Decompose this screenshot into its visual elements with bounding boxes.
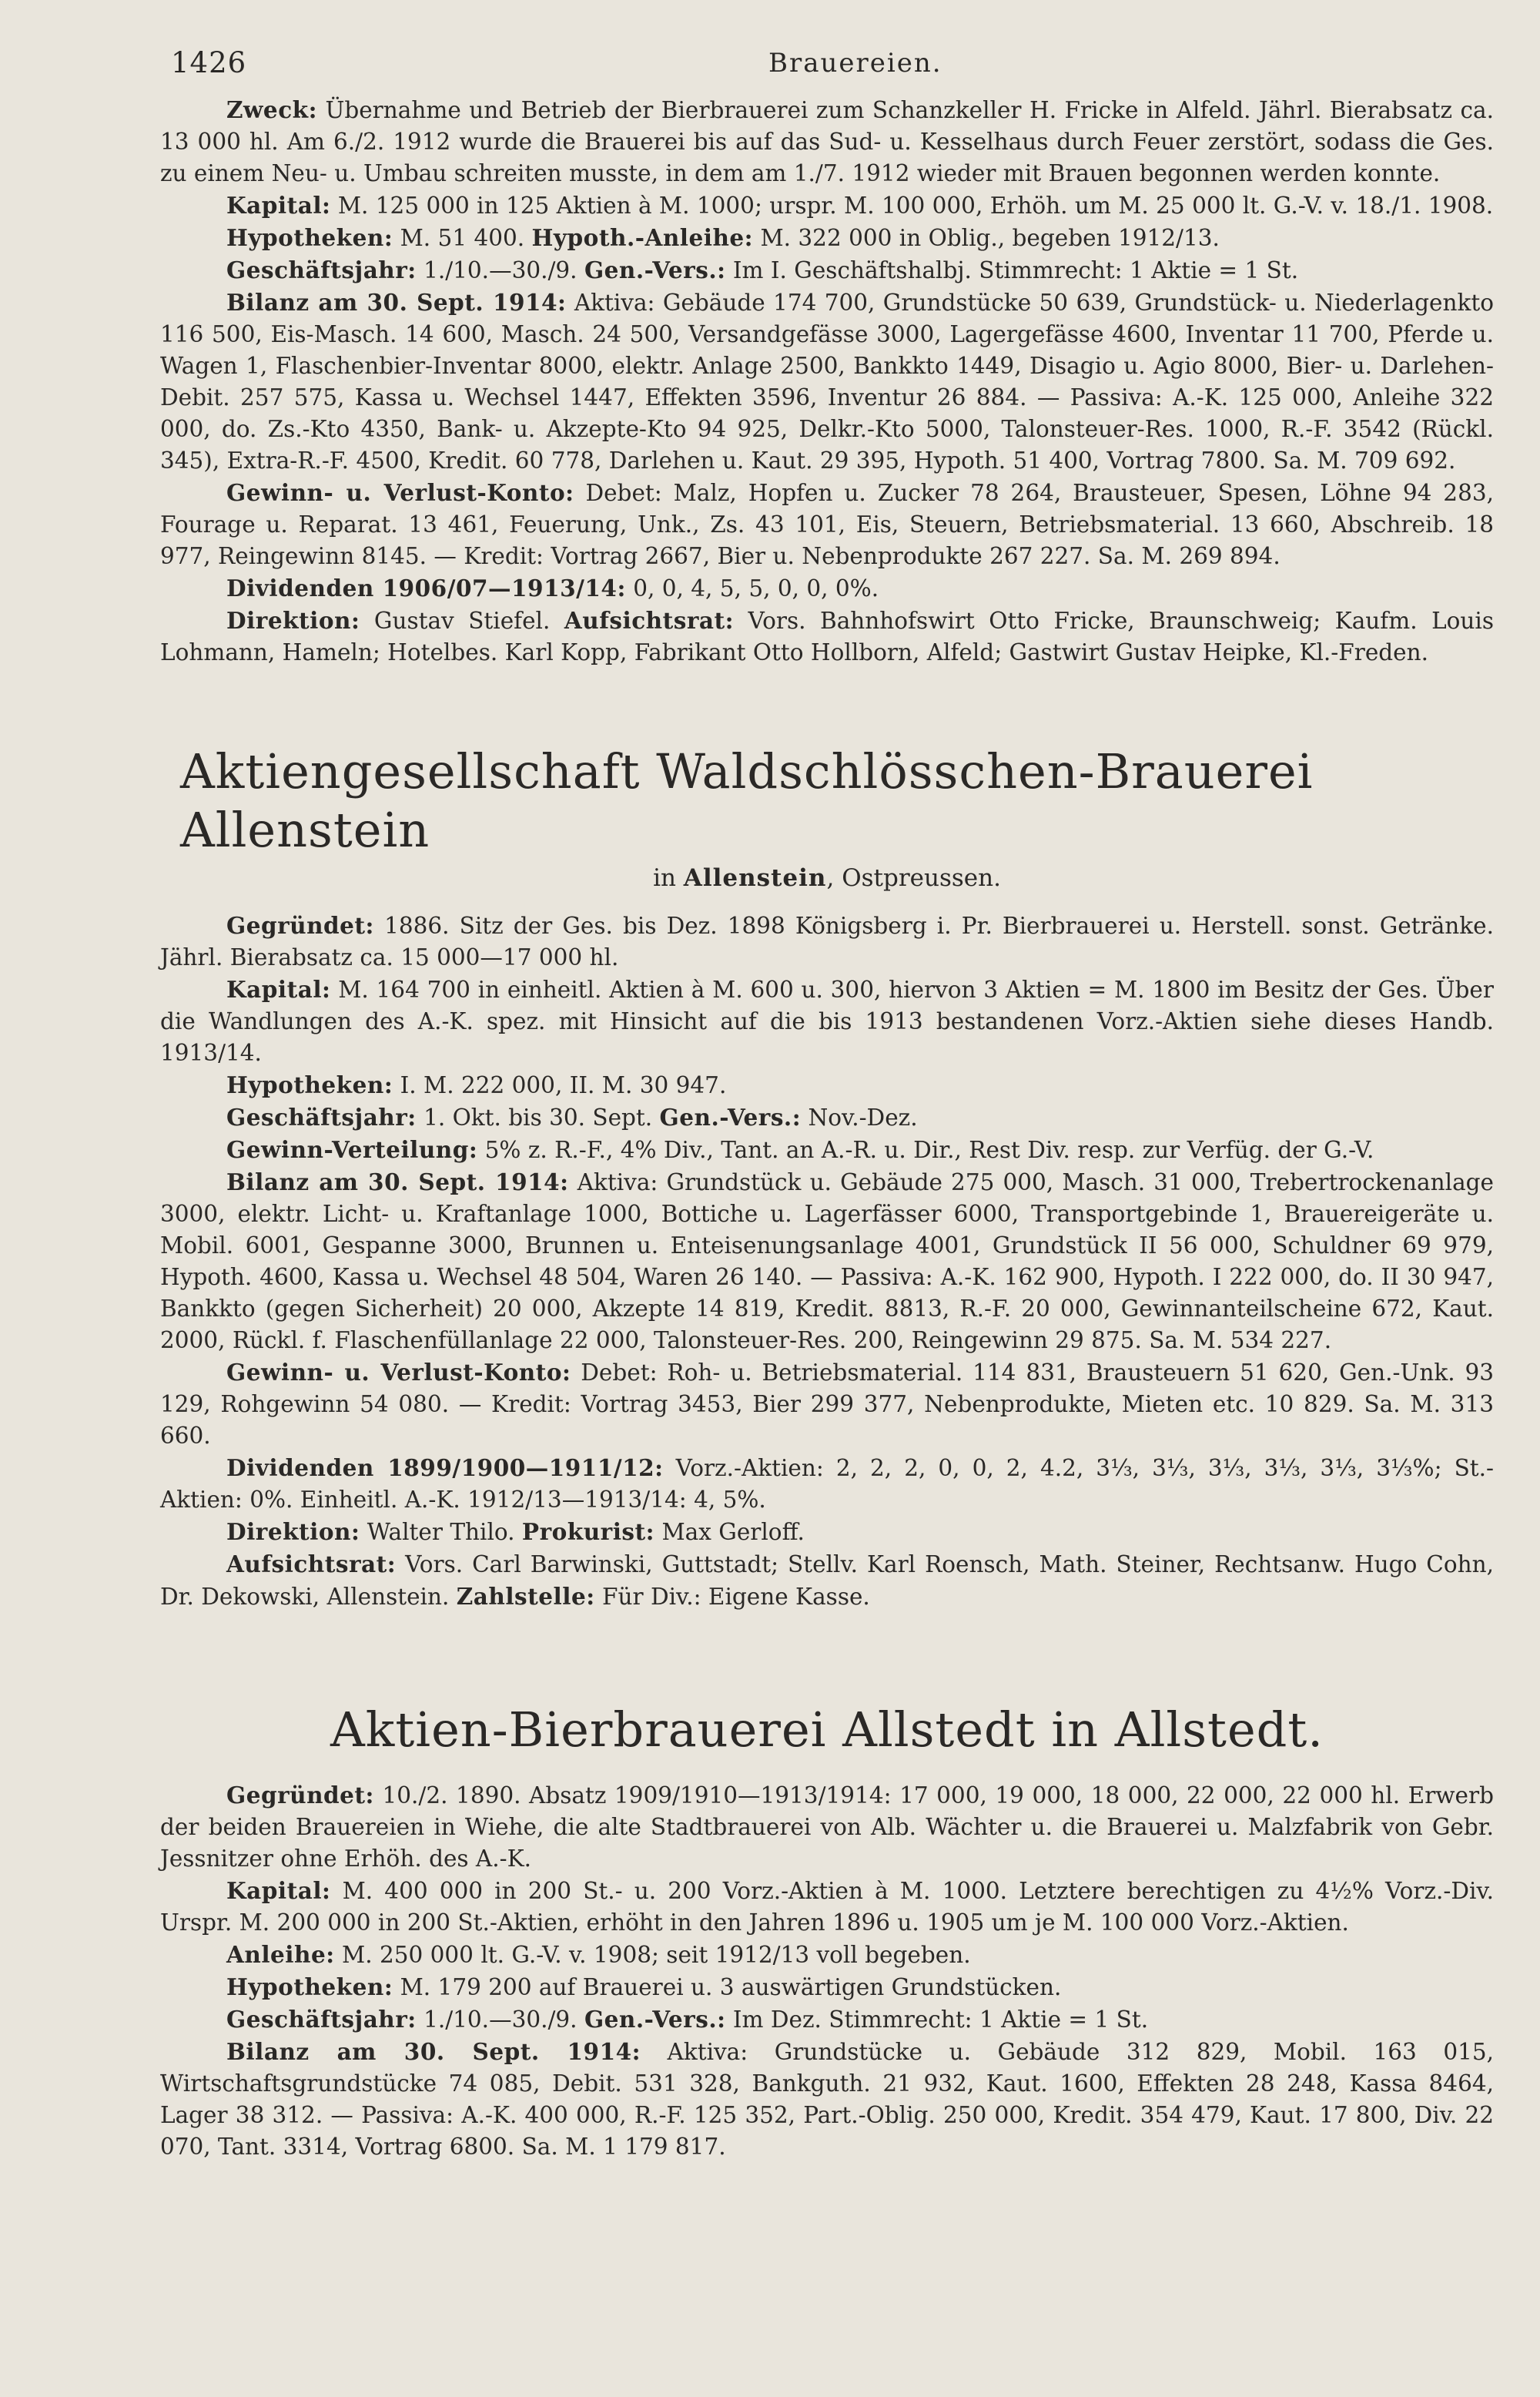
field-label: Aufsichtsrat: bbox=[226, 1551, 397, 1577]
entry-paragraph bbox=[160, 1516, 1494, 1548]
field-text-secondary: Für Div.: Eigene Kasse. bbox=[594, 1584, 870, 1610]
field-label: Hypotheken: bbox=[226, 224, 393, 251]
entry-paragraph bbox=[160, 1166, 1494, 1356]
field-text: M. 250 000 lt. G.-V. v. 1908; seit 1912/13 voll begeben. bbox=[334, 1942, 971, 1968]
field-label: Bilanz am 30. Sept. 1914: bbox=[226, 1168, 569, 1195]
field-label: Zweck: bbox=[226, 96, 317, 123]
field-text: 0, 0, 4, 5, 5, 0, 0, 0%. bbox=[625, 575, 879, 602]
company-entry bbox=[160, 743, 1494, 1613]
field-label: Geschäftsjahr: bbox=[226, 256, 417, 283]
field-label: Bilanz am 30. Sept. 1914: bbox=[226, 2038, 641, 2065]
entry-paragraph bbox=[160, 1069, 1494, 1101]
field-label-secondary: Gen.-Vers.: bbox=[584, 256, 726, 283]
field-label: Gewinn- u. Verlust-Konto: bbox=[226, 479, 574, 506]
company-title: Aktien-Bierbrauerei Allstedt in Allstedt. bbox=[330, 1701, 1324, 1758]
field-label: Geschäftsjahr: bbox=[226, 2006, 417, 2033]
field-text: M. 125 000 in 125 Aktien à M. 1000; urspr. M. 100 000, Erhöh. um M. 25 000 lt. G.-V. v. 18./1. 1908. bbox=[330, 193, 1494, 219]
entry-paragraph bbox=[160, 1971, 1494, 2003]
field-text: M. 400 000 in 200 St.- u. 200 Vorz.-Aktien à M. 1000. Letztere berechtigen zu 4½% Vorz.-Div. Urspr. M. 200 000 in 200 St.-Aktien, erhöht in den Jahren 1896 u. 1905 um je M. 100 000 Vorz.-Aktien. bbox=[160, 1878, 1494, 1936]
field-label: Bilanz am 30. Sept. 1914: bbox=[226, 289, 567, 316]
field-label: Direktion: bbox=[226, 607, 360, 634]
field-text: Aktiva: Gebäude 174 700, Grundstücke 50 639, Grundstück- u. Niederlagenkto 116 500, Eis-Masch. 14 600, Masch. 24 500, Versandgefässe 3000, Lagergefässe 4600, Inventar 11 700, Pferde u. Wagen 1, Flaschenbier-Inventar 8000, elektr. Anlage 2500, Bankkto 1449, Disagio u. Agio 8000, Bier- u. Darlehen-Debit. 257 575, Kassa u. Wechsel 1447, Effekten 3596, Inventur 26 884. — Passiva: A.-K. 125 000, Anleihe 322 000, do. Zs.-Kto 4350, Bank- u. Akzepte-Kto 94 925, Delkr.-Kto 5000, Talonsteuer-Res. 1000, R.-F. 3542 (Rückl. 345), Extra-R.-F. 4500, Kredit. 60 778, Darlehen u. Kaut. 29 395, Hypoth. 51 400, Vortrag 7800. Sa. M. 709 692. bbox=[160, 290, 1495, 474]
field-text-secondary: Im Dez. Stimmrecht: 1 Aktie = 1 St. bbox=[725, 2006, 1149, 2033]
field-text: Aktiva: Grundstücke u. Gebäude 312 829, Mobil. 163 015, Wirtschaftsgrundstücke 74 085, Debit. 531 328, Bankguth. 21 932, Kaut. 1600, Effekten 28 248, Kassa 8464, Lager 38 312. — Passiva: A.-K. 400 000, R.-F. 125 352, Part.-Oblig. 250 000, Kredit. 354 479, Kaut. 17 800, Div. 22 070, Tant. 3314, Vortrag 6800. Sa. M. 1 179 817. bbox=[160, 2039, 1494, 2160]
entry-paragraph bbox=[160, 1134, 1494, 1166]
entry-paragraph bbox=[160, 1356, 1494, 1452]
entry-paragraph bbox=[160, 189, 1494, 222]
entry-paragraph bbox=[160, 1875, 1494, 1939]
field-text: M. 179 200 auf Brauerei u. 3 auswärtigen Grundstücken. bbox=[393, 1974, 1062, 2000]
field-label: Gegründet: bbox=[226, 912, 374, 939]
field-label-secondary: Aufsichtsrat: bbox=[564, 607, 735, 634]
entry-paragraph bbox=[160, 605, 1494, 669]
location-city: Allenstein bbox=[683, 864, 827, 892]
field-label: Kapital: bbox=[226, 976, 331, 1003]
company-entry bbox=[160, 1701, 1494, 2163]
field-text: 5% z. R.-F., 4% Div., Tant. an A.-R. u. Dir., Rest Div. resp. zur Verfüg. der G.-V. bbox=[477, 1137, 1374, 1163]
entry-paragraph bbox=[160, 1548, 1494, 1613]
field-text-secondary: Vors. Bahnhofswirt Otto Fricke, Braunschweig; Kaufm. Louis Lohmann, Hameln; Hotelbes. Karl Kopp, Fabrikant Otto Hollborn, Alfeld; Gastwirt Gustav Heipke, Kl.-Freden. bbox=[160, 608, 1494, 665]
field-label-secondary: Hypoth.-Anleihe: bbox=[531, 224, 754, 251]
field-label: Dividenden 1899/1900—1911/12: bbox=[226, 1454, 664, 1481]
entry-paragraph bbox=[160, 2036, 1494, 2163]
field-text: 10./2. 1890. Absatz 1909/1910—1913/1914: 17 000, 19 000, 18 000, 22 000, 22 000 hl. Erwerb der beiden Brauereien in Wiehe, die alte Stadtbrauerei von Alb. Wächter u. die Brauerei u. Malzfabrik von Gebr. Jessnitzer ohne Erhöh. des A.-K. bbox=[160, 1782, 1494, 1872]
field-text: M. 51 400. bbox=[393, 225, 532, 251]
running-title: Brauereien. bbox=[768, 48, 942, 79]
field-text: Walter Thilo. bbox=[360, 1519, 522, 1545]
field-label-secondary: Zahlstelle: bbox=[456, 1583, 595, 1610]
field-label: Hypotheken: bbox=[226, 1973, 393, 2000]
field-text: Vors. Carl Barwinski, Guttstadt; Stellv. Karl Roensch, Math. Steiner, Rechtsanw. Hugo Cohn, Dr. Dekowski, Allenstein. bbox=[160, 1551, 1494, 1610]
entry-paragraph bbox=[160, 254, 1494, 287]
entry-paragraph bbox=[160, 287, 1494, 477]
field-label: Hypotheken: bbox=[226, 1071, 393, 1098]
entry-paragraph bbox=[160, 94, 1494, 189]
entry-paragraph bbox=[160, 572, 1494, 605]
field-text: 1./10.—30./9. bbox=[416, 257, 584, 283]
field-text: Gustav Stiefel. bbox=[360, 608, 564, 634]
field-text: Debet: Roh- u. Betriebsmaterial. 114 831, Brausteuern 51 620, Gen.-Unk. 93 129, Rohgewinn 54 080. — Kredit: Vortrag 3453, Bier 299 377, Nebenprodukte, Mieten etc. 10 829. Sa. M. 313 660. bbox=[160, 1359, 1494, 1449]
field-text: Aktiva: Grundstück u. Gebäude 275 000, Masch. 31 000, Trebertrockenanlage 3000, elektr. Licht- u. Kraftanlage 1000, Bottiche u. Lagerfässer 6000, Transportgebinde 1, Brauereigeräte u. Mobil. 6001, Gespanne 3000, Brunnen u. Enteisenungsanlage 4001, Grundstück II 56 000, Schuldner 69 979, Hypoth. 4600, Kassa u. Wechsel 48 504, Waren 26 140. — Passiva: A.-K. 162 900, Hypoth. I 222 000, do. II 30 947, Bankkto (gegen Sicherheit) 20 000, Akzepte 14 819, Kredit. 8813, R.-F. 20 000, Gewinnanteilscheine 672, Kaut. 2000, Rückl. f. Flaschenfüllanlage 22 000, Talonsteuer-Res. 200, Reingewinn 29 875. Sa. M. 534 227. bbox=[160, 1169, 1495, 1353]
field-text-secondary: Nov.-Dez. bbox=[801, 1105, 918, 1131]
entry-paragraph bbox=[160, 477, 1494, 572]
field-label: Kapital: bbox=[226, 1877, 331, 1904]
field-text: M. 164 700 in einheitl. Aktien à M. 600 u. 300, hiervon 3 Aktien = M. 1800 im Besitz der Ges. Über die Wandlungen des A.-K. spez. mit Hinsicht auf die bis 1913 bestandenen Vorz.-Aktien siehe dieses Handb. 1913/14. bbox=[160, 977, 1494, 1066]
field-text: Vorz.-Aktien: 2, 2, 2, 0, 0, 2, 4.2, 3⅓, 3⅓, 3⅓, 3⅓, 3⅓, 3⅓%; St.-Aktien: 0%. Einheitl. A.-K. 1912/13—1913/14: 4, 5%. bbox=[160, 1455, 1494, 1513]
field-text: Übernahme und Betrieb der Bierbrauerei zum Schanzkeller H. Fricke in Alfeld. Jährl. Bierabsatz ca. 13 000 hl. Am 6./2. 1912 wurde die Brauerei bis auf das Sud- u. Kesselhaus durch Feuer zerstört, sodass die Ges. zu einem Neu- u. Umbau schreiten musste, in dem am 1./7. 1912 wieder mit Brauen begonnen werden konnte. bbox=[160, 97, 1494, 186]
running-head bbox=[160, 40, 1494, 94]
field-label: Direktion: bbox=[226, 1518, 360, 1545]
location-region: , Ostpreussen. bbox=[826, 864, 1001, 892]
entry-paragraph bbox=[160, 1779, 1494, 1875]
field-text: I. M. 222 000, II. M. 30 947. bbox=[393, 1072, 727, 1098]
field-text: 1./10.—30./9. bbox=[416, 2006, 584, 2033]
field-text-secondary: Im I. Geschäftshalbj. Stimmrecht: 1 Aktie = 1 St. bbox=[725, 257, 1299, 283]
company-location bbox=[160, 863, 1494, 894]
entry-paragraph bbox=[160, 974, 1494, 1069]
field-label: Dividenden 1906/07—1913/14: bbox=[226, 575, 626, 602]
page-number: 1426 bbox=[171, 46, 247, 79]
field-text: Debet: Malz, Hopfen u. Zucker 78 264, Brausteuer, Spesen, Löhne 94 283, Fourage u. Reparat. 13 461, Feuerung, Unk., Zs. 43 101, Eis, Steuern, Betriebsmaterial. 13 660, Abschreib. 18 977, Reingewinn 8145. — Kredit: Vortrag 2667, Bier u. Nebenprodukte 267 227. Sa. M. 269 894. bbox=[160, 480, 1494, 569]
location-prefix: in bbox=[653, 864, 684, 892]
field-label: Gewinn- u. Verlust-Konto: bbox=[226, 1359, 571, 1386]
field-label: Kapital: bbox=[226, 192, 331, 219]
field-label-secondary: Gen.-Vers.: bbox=[659, 1104, 802, 1131]
field-label-secondary: Prokurist: bbox=[521, 1518, 655, 1545]
field-text: 1. Okt. bis 30. Sept. bbox=[416, 1105, 660, 1131]
field-label: Gegründet: bbox=[226, 1782, 374, 1809]
field-text: 1886. Sitz der Ges. bis Dez. 1898 Königsberg i. Pr. Bierbrauerei u. Herstell. sonst. Getränke. Jährl. Bierabsatz ca. 15 000—17 000 hl. bbox=[160, 913, 1494, 971]
entry-paragraph bbox=[160, 222, 1494, 254]
entry-paragraph bbox=[160, 910, 1494, 974]
entry-paragraph bbox=[160, 1452, 1494, 1516]
field-label: Gewinn-Verteilung: bbox=[226, 1136, 478, 1163]
entry-paragraph bbox=[160, 2003, 1494, 2036]
field-label: Anleihe: bbox=[226, 1941, 335, 1968]
field-label: Geschäftsjahr: bbox=[226, 1104, 417, 1131]
company-title: Aktiengesellschaft Waldschlösschen-Brauerei Allenstein bbox=[180, 743, 1314, 858]
field-label-secondary: Gen.-Vers.: bbox=[584, 2006, 726, 2033]
company-entry bbox=[160, 94, 1494, 669]
entry-paragraph bbox=[160, 1939, 1494, 1971]
entry-paragraph bbox=[160, 1101, 1494, 1134]
field-text-secondary: Max Gerloff. bbox=[654, 1519, 805, 1545]
entries bbox=[160, 94, 1494, 2163]
field-text-secondary: M. 322 000 in Oblig., begeben 1912/13. bbox=[753, 225, 1220, 251]
